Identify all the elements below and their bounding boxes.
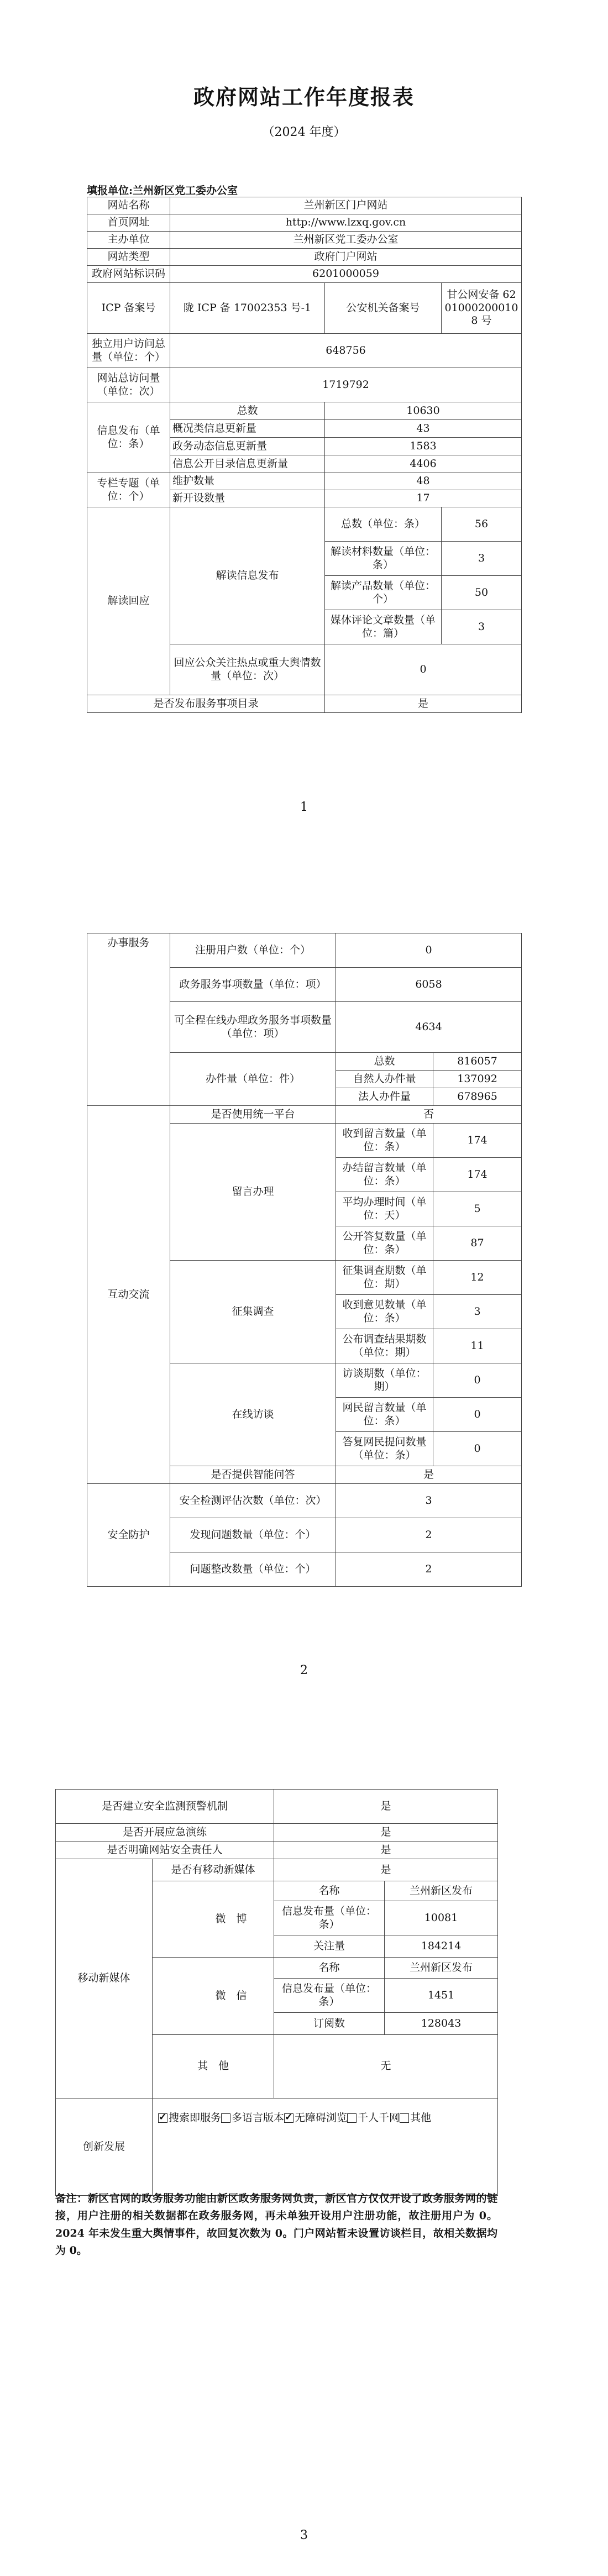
value-sec-issues: 2	[336, 1518, 522, 1552]
label-weibo-followers: 关注量	[274, 1935, 385, 1958]
value-weibo-name: 兰州新区发布	[385, 1881, 498, 1901]
value-police-record: 甘公网安备 62010002000108 号	[442, 283, 522, 334]
value-other-media: 无	[274, 2035, 498, 2098]
value-talk-replies: 0	[433, 1432, 522, 1466]
option-multilang[interactable]	[221, 2112, 284, 2124]
value-site-type: 政府门户网站	[170, 249, 522, 266]
label-msg-avg-time: 平均办理时间（单位：天）	[336, 1192, 433, 1226]
label-online-items: 可全程在线办理政务服务事项数量（单位：项）	[170, 1002, 336, 1053]
label-site-type: 网站类型	[87, 249, 170, 266]
page-number-2: 2	[300, 1664, 308, 1677]
option-other[interactable]	[400, 2112, 431, 2124]
label-cases-total: 总数	[336, 1053, 433, 1071]
label-weibo-posts: 信息发布量（单位：条）	[274, 1901, 385, 1935]
value-interp-products: 50	[442, 576, 522, 610]
newmedia-wechat-spacer	[153, 1958, 213, 2035]
label-survey-results: 公布调查结果期数（单位：期）	[336, 1329, 433, 1363]
page-number-3: 3	[300, 2528, 308, 2542]
value-columns-new: 17	[325, 490, 522, 507]
label-weibo: 微 博	[213, 1881, 274, 1958]
checkbox-other[interactable]	[400, 2113, 409, 2123]
label-service-catalog: 是否发布服务事项目录	[87, 695, 325, 713]
value-weibo-posts: 10081	[385, 1901, 498, 1935]
label-wechat-posts: 信息发布量（单位：条）	[274, 1979, 385, 2013]
checkbox-accessibility[interactable]	[284, 2113, 293, 2123]
value-cases-legal: 678965	[433, 1088, 522, 1106]
value-registered: 0	[336, 933, 522, 968]
label-msg-public: 公开答复数量（单位：条）	[336, 1226, 433, 1261]
label-cases-person: 自然人办件量	[336, 1071, 433, 1088]
filing-unit: 填报单位:兰州新区党工委办公室	[87, 185, 238, 197]
value-icp: 陇 ICP 备 17002353 号-1	[170, 283, 325, 334]
table-page3	[55, 1789, 498, 2196]
label-mailbox: 留言办理	[170, 1124, 336, 1261]
label-newmedia: 移动新媒体	[56, 1859, 153, 2098]
page-number-1: 1	[300, 800, 308, 814]
label-wechat: 微 信	[213, 1958, 274, 2035]
value-weibo-followers: 184214	[385, 1935, 498, 1958]
option-multilang-label: 多语言版本	[232, 2112, 285, 2124]
option-search-service-label: 搜索即服务	[169, 2112, 222, 2124]
label-registered: 注册用户数（单位：个）	[170, 933, 336, 968]
label-wechat-subscribers: 订阅数	[274, 2013, 385, 2035]
label-cases: 办件量（单位：件）	[170, 1053, 336, 1106]
label-wechat-name: 名称	[274, 1958, 385, 1979]
label-msg-received: 收到留言数量（单位：条）	[336, 1124, 433, 1158]
option-accessibility-label: 无障碍浏览	[295, 2112, 348, 2124]
value-online-items: 4634	[336, 1002, 522, 1053]
label-has-newmedia: 是否有移动新媒体	[153, 1859, 274, 1881]
value-info-catalog: 4406	[325, 455, 522, 473]
label-interpretation: 解读回应	[87, 507, 170, 695]
option-search-service[interactable]	[158, 2112, 221, 2124]
value-visitors: 648756	[170, 334, 522, 368]
label-sec-issues: 发现问题数量（单位：个）	[170, 1518, 336, 1552]
label-interp-materials: 解读材料数量（单位：条）	[325, 542, 442, 576]
label-info-catalog: 信息公开目录信息更新量	[170, 455, 325, 473]
label-talk-messages: 网民留言数量（单位：条）	[336, 1398, 433, 1432]
label-site-id: 政府网站标识码	[87, 266, 170, 283]
checkbox-search-service[interactable]	[158, 2113, 167, 2123]
label-survey-opinions: 收到意见数量（单位：条）	[336, 1295, 433, 1329]
value-responsible: 是	[274, 1842, 498, 1859]
value-interp-materials: 3	[442, 542, 522, 576]
option-personalized-label: 千人千网	[358, 2112, 400, 2124]
remarks: 备注：新区官网的政务服务功能由新区政务服务网负责，新区官方仅仅开设了政务服务网的链接，用户注册的相关数据都在政务服务网，再未单独开设用户注册功能，故注册用户为 0。2024 年未发生重大舆情事件，故回复次数为 0。门户网站暂未设置访谈栏目，故相关数据均为 0。	[55, 2192, 497, 2257]
checkbox-personalized[interactable]	[347, 2113, 357, 2123]
label-talk-replies: 答复网民提问数量（单位：条）	[336, 1432, 433, 1466]
value-drill: 是	[274, 1824, 498, 1842]
value-wechat-posts: 1451	[385, 1979, 498, 2013]
value-unified-platform: 否	[336, 1106, 522, 1124]
value-interp-media: 3	[442, 610, 522, 644]
label-interp-products: 解读产品数量（单位：个）	[325, 576, 442, 610]
label-icp: ICP 备案号	[87, 283, 170, 334]
label-columns: 专栏专题（单位：个）	[87, 473, 170, 507]
label-service-items: 政务服务事项数量（单位：项）	[170, 968, 336, 1002]
value-home-url: http://www.lzxq.gov.cn	[170, 214, 522, 232]
option-accessibility[interactable]	[284, 2112, 347, 2124]
innovation-options	[153, 2098, 498, 2196]
label-sec-fixed: 问题整改数量（单位：个）	[170, 1552, 336, 1587]
label-sponsor: 主办单位	[87, 232, 170, 249]
report-year: （2024 年度）	[262, 125, 346, 139]
label-home-url: 首页网址	[87, 214, 170, 232]
label-unified-platform: 是否使用统一平台	[170, 1106, 336, 1124]
value-monitor: 是	[274, 1790, 498, 1824]
label-sec-checks: 安全检测评估次数（单位：次）	[170, 1484, 336, 1518]
value-site-name: 兰州新区门户网站	[170, 197, 522, 214]
label-survey-count: 征集调查期数（单位：期）	[336, 1261, 433, 1295]
label-interp-publish: 解读信息发布	[170, 507, 325, 644]
label-columns-maintained: 维护数量	[170, 473, 325, 490]
label-other-media: 其 他	[153, 2035, 274, 2098]
report-title: 政府网站工作年度报表	[193, 85, 415, 109]
label-talk-count: 访谈期数（单位：期）	[336, 1363, 433, 1398]
value-wechat-subscribers: 128043	[385, 2013, 498, 2035]
option-other-label: 其他	[410, 2112, 432, 2124]
label-interp-media: 媒体评论文章数量（单位：篇）	[325, 610, 442, 644]
table-page1	[87, 197, 522, 713]
value-msg-avg-time: 5	[433, 1192, 522, 1226]
table-page2	[87, 933, 522, 1587]
value-sec-fixed: 2	[336, 1552, 522, 1587]
option-personalized[interactable]	[347, 2112, 400, 2124]
value-columns-maintained: 48	[325, 473, 522, 490]
label-info-total: 总数	[170, 402, 325, 420]
label-columns-new: 新开设数量	[170, 490, 325, 507]
label-police-record: 公安机关备案号	[325, 283, 442, 334]
value-msg-received: 174	[433, 1124, 522, 1158]
value-sponsor: 兰州新区党工委办公室	[170, 232, 522, 249]
newmedia-weibo-spacer	[153, 1881, 213, 1958]
label-cases-legal: 法人办件量	[336, 1088, 433, 1106]
value-info-news: 1583	[325, 438, 522, 455]
value-survey-results: 11	[433, 1329, 522, 1363]
value-cases-total: 816057	[433, 1053, 522, 1071]
label-service: 办事服务	[87, 933, 170, 1106]
label-msg-closed: 办结留言数量（单位：条）	[336, 1158, 433, 1192]
value-sec-checks: 3	[336, 1484, 522, 1518]
value-site-id: 6201000059	[170, 266, 522, 283]
label-hot-response: 回应公众关注热点或重大舆情数量（单位：次）	[170, 644, 325, 695]
value-has-newmedia: 是	[274, 1859, 498, 1881]
value-msg-closed: 174	[433, 1158, 522, 1192]
value-wechat-name: 兰州新区发布	[385, 1958, 498, 1979]
label-online-talk: 在线访谈	[170, 1363, 336, 1466]
value-service-items: 6058	[336, 968, 522, 1002]
label-info-overview: 概况类信息更新量	[170, 420, 325, 438]
value-info-overview: 43	[325, 420, 522, 438]
label-responsible: 是否明确网站安全责任人	[56, 1842, 274, 1859]
value-cases-person: 137092	[433, 1071, 522, 1088]
label-monitor: 是否建立安全监测预警机制	[56, 1790, 274, 1824]
checkbox-multilang[interactable]	[221, 2113, 230, 2123]
label-info-news: 政务动态信息更新量	[170, 438, 325, 455]
label-innovation: 创新发展	[56, 2098, 153, 2196]
value-pageviews: 1719792	[170, 368, 522, 402]
label-security: 安全防护	[87, 1484, 170, 1587]
label-drill: 是否开展应急演练	[56, 1824, 274, 1842]
label-survey: 征集调查	[170, 1261, 336, 1363]
value-survey-opinions: 3	[433, 1295, 522, 1329]
value-talk-count: 0	[433, 1363, 522, 1398]
label-smart-qa: 是否提供智能问答	[170, 1466, 336, 1484]
label-interaction: 互动交流	[87, 1106, 170, 1484]
label-site-name: 网站名称	[87, 197, 170, 214]
label-visitors: 独立用户访问总量（单位：个）	[87, 334, 170, 368]
value-msg-public: 87	[433, 1226, 522, 1261]
value-smart-qa: 是	[336, 1466, 522, 1484]
label-info-publish: 信息发布（单位：条）	[87, 402, 170, 473]
value-hot-response: 0	[325, 644, 522, 695]
value-service-catalog: 是	[325, 695, 522, 713]
value-interp-total: 56	[442, 507, 522, 542]
value-survey-count: 12	[433, 1261, 522, 1295]
label-weibo-name: 名称	[274, 1881, 385, 1901]
label-interp-total: 总数（单位：条）	[325, 507, 442, 542]
label-pageviews: 网站总访问量（单位：次）	[87, 368, 170, 402]
value-info-total: 10630	[325, 402, 522, 420]
value-talk-messages: 0	[433, 1398, 522, 1432]
